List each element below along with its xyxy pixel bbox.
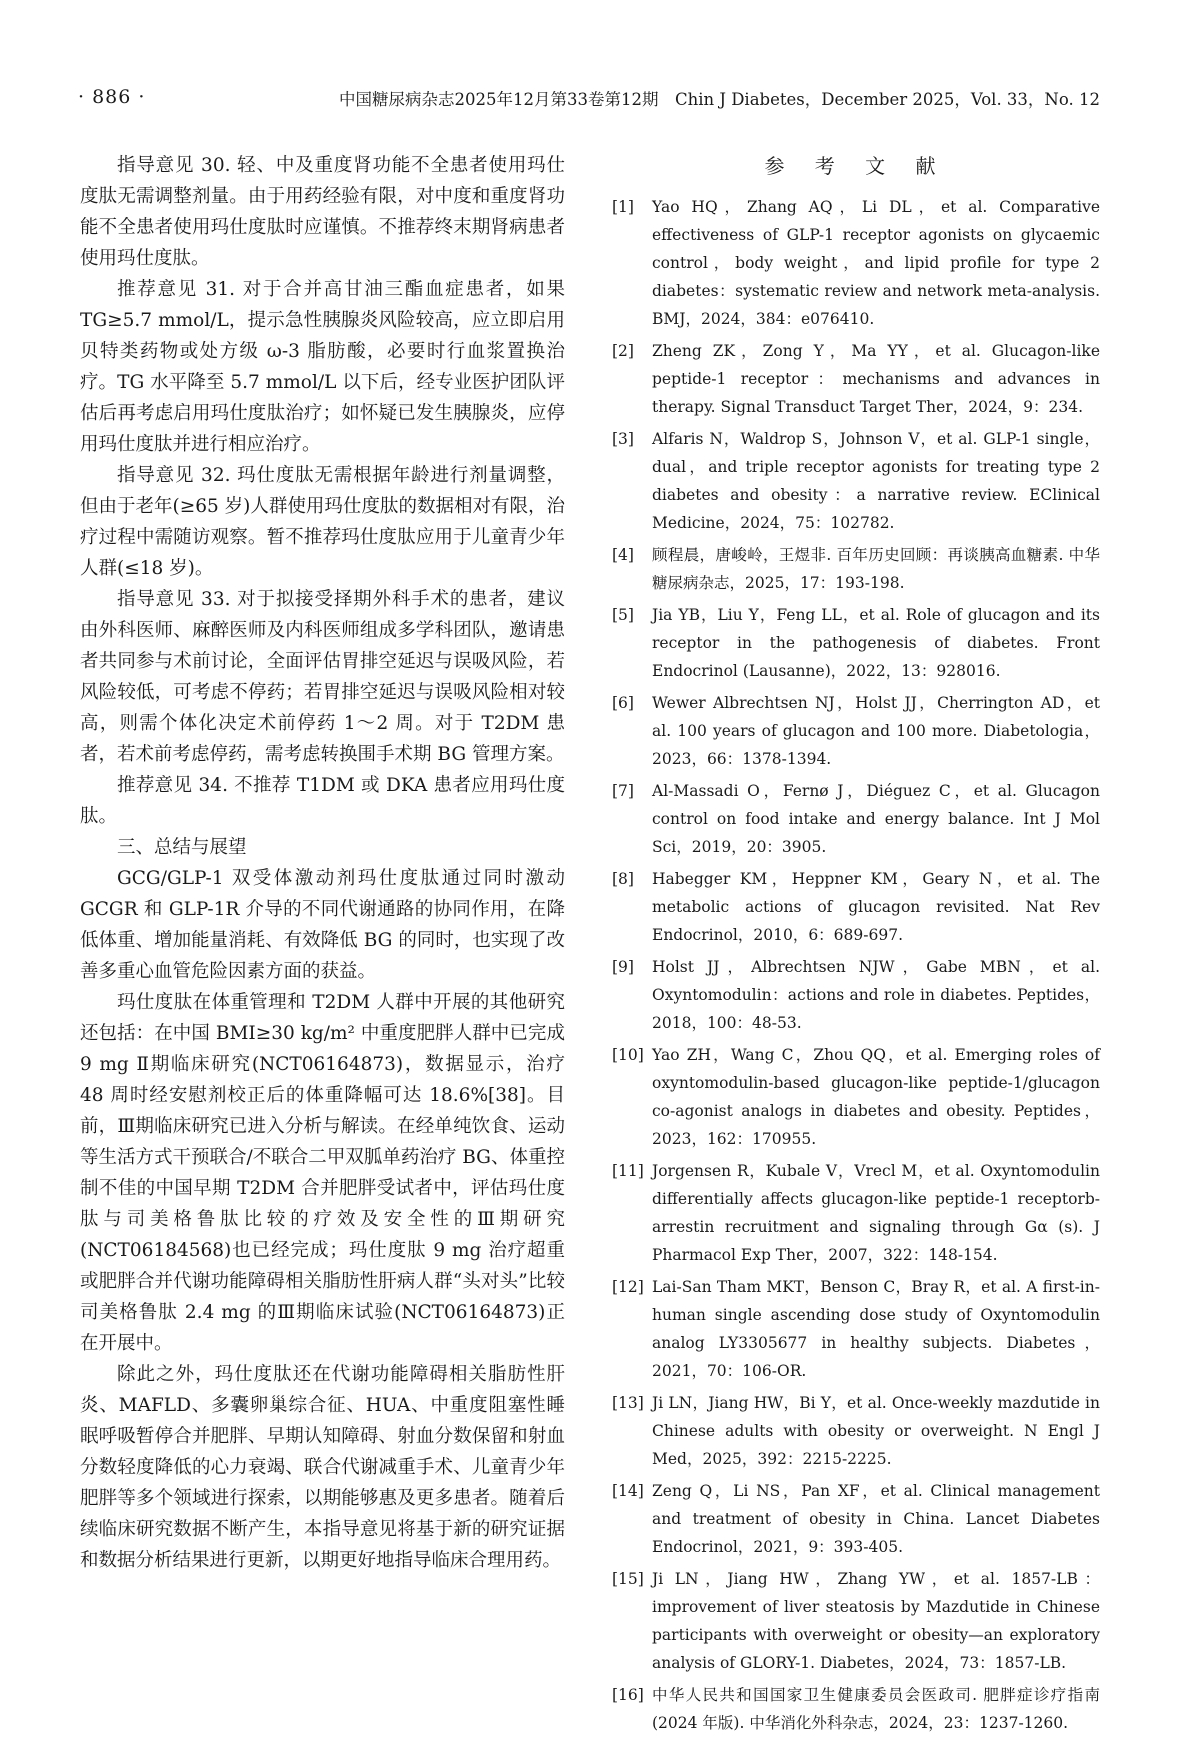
reference-number: [12] <box>612 1278 644 1296</box>
reference-number: [11] <box>612 1162 644 1180</box>
reference-number: [16] <box>612 1686 644 1704</box>
reference-number: [1] <box>612 198 634 216</box>
reference-item <box>612 1273 1100 1385</box>
reference-item <box>612 1477 1100 1561</box>
guidance-33-paragraph: 指导意见 33. 对于拟接受择期外科手术的患者，建议由外科医师、麻醉医师及内科医师组成多学科团队，邀请患者共同参与术前讨论，全面评估胃排空延迟与误吸风险，若风险较低，可考虑不停药；若胃排空延迟与误吸风险相对较高，则需个体化决定术前停药 1～2 周。对于 T2DM 患者，若术前考虑停药，需考虑转换围手术期 BG 管理方案。 <box>80 589 565 765</box>
recommendation-31-paragraph: 推荐意见 31. 对于合并高甘油三酯血症患者，如果TG≥5.7 mmol/L，提示急性胰腺炎风险较高，应立即启用贝特类药物或处方级 ω-3 脂肪酸，必要时行血浆置换治疗。TG 水平降至 5.7 mmol/L 以下后，经专业医护团队评估后再考虑启用玛仕度肽治疗；如怀疑已发生胰腺炎，应停用玛仕度肽并进行相应治疗。 <box>80 279 565 455</box>
reference-item <box>612 193 1100 333</box>
reference-number: [9] <box>612 958 634 976</box>
reference-item <box>612 541 1100 597</box>
reference-text: Zheng ZK，Zong Y，Ma YY，et al. Glucagon-like peptide-1 receptor：mechanisms and advances in therapy. Signal Transduct Target Ther，2024，9：234. <box>652 342 1100 416</box>
reference-item <box>612 1157 1100 1269</box>
reference-text: Alfaris N，Waldrop S，Johnson V，et al. GLP-1 single，dual，and triple receptor agonists for treating type 2 diabetes and obesity：a narrative review. EClinical Medicine，2024，75：102782. <box>652 430 1100 532</box>
reference-text: Ji LN，Jiang HW，Zhang YW，et al. 1857-LB：improvement of liver steatosis by Mazdutide in Chinese participants with overweight or obesity—an exploratory analysis of GLORY-1. Diabetes，2024，73：1857-LB. <box>652 1570 1100 1672</box>
summary-paragraph: 除此之外，玛仕度肽还在代谢功能障碍相关脂肪性肝炎、MAFLD、多囊卵巢综合征、HUA、中重度阻塞性睡眠呼吸暂停合并肥胖、早期认知障碍、射血分数保留和射血分数轻度降低的心力衰竭、联合代谢减重手术、儿童青少年肥胖等多个领域进行探索，以期能够惠及更多患者。随着后续临床研究数据不断产生，本指导意见将基于新的研究证据和数据分析结果进行更新，以期更好地指导临床合理用药。 <box>80 1364 565 1571</box>
reference-text: Jorgensen R，Kubale V，Vrecl M，et al. Oxyntomodulin differentially affects glucagon-like peptide-1 receptorb-arrestin recruitment and signaling through Gα (s). J Pharmacol Exp Ther，2007，322：148-154. <box>652 1162 1100 1264</box>
reference-item <box>612 1041 1100 1153</box>
reference-item <box>612 689 1100 773</box>
reference-item <box>612 601 1100 685</box>
reference-item <box>612 1389 1100 1473</box>
reference-number: [2] <box>612 342 634 360</box>
page-number: · 886 · <box>78 86 146 108</box>
section-heading: 三、总结与展望 <box>117 837 247 858</box>
journal-citation-line: 中国糖尿病杂志2025年12月第33卷第12期 Chin J Diabetes，December 2025，Vol. 33，No. 12 <box>338 90 1100 109</box>
reference-list <box>612 193 1100 1737</box>
page-header <box>70 86 1100 116</box>
reference-number: [14] <box>612 1482 644 1500</box>
reference-number: [8] <box>612 870 634 888</box>
reference-text: Yao ZH，Wang C，Zhou QQ，et al. Emerging roles of oxyntomodulin-based glucagon-like peptide-1/glucagon co-agonist analogs in diabetes and obesity. Peptides，2023，162：170955. <box>652 1046 1100 1148</box>
reference-number: [4] <box>612 546 634 564</box>
reference-item <box>612 777 1100 861</box>
left-column <box>80 150 565 1576</box>
reference-number: [6] <box>612 694 634 712</box>
reference-number: [7] <box>612 782 634 800</box>
recommendation-34-paragraph: 推荐意见 34. 不推荐 T1DM 或 DKA 患者应用玛仕度肽。 <box>80 775 565 827</box>
reference-item <box>612 337 1100 421</box>
reference-number: [15] <box>612 1570 644 1588</box>
reference-number: [5] <box>612 606 634 624</box>
reference-text: Al-Massadi O，Fernø J，Diéguez C，et al. Glucagon control on food intake and energy balance. Int J Mol Sci，2019，20：3905. <box>652 782 1100 856</box>
references-title: 参 考 文 献 <box>764 154 948 178</box>
reference-text: Zeng Q，Li NS，Pan XF，et al. Clinical management and treatment of obesity in China. Lancet Diabetes Endocrinol，2021，9：393-405. <box>652 1482 1100 1556</box>
summary-paragraph: GCG/GLP-1 双受体激动剂玛仕度肽通过同时激动 GCGR 和 GLP-1R 介导的不同代谢通路的协同作用，在降低体重、增加能量消耗、有效降低 BG 的同时，也实现了改善多重心血管危险因素方面的获益。 <box>80 868 565 982</box>
reference-item <box>612 865 1100 949</box>
reference-text: Habegger KM，Heppner KM，Geary N，et al. The metabolic actions of glucagon revisited. Nat Rev Endocrinol，2010，6：689-697. <box>652 870 1100 944</box>
reference-text: 中华人民共和国国家卫生健康委员会医政司. 肥胖症诊疗指南(2024 年版). 中华消化外科杂志，2024，23：1237-1260. <box>652 1686 1100 1732</box>
guidance-30-paragraph: 指导意见 30. 轻、中及重度肾功能不全患者使用玛仕度肽无需调整剂量。由于用药经验有限，对中度和重度肾功能不全患者使用玛仕度肽时应谨慎。不推荐终末期肾病患者使用玛仕度肽。 <box>80 155 565 269</box>
reference-text: Lai-San Tham MKT，Benson C，Bray R，et al. A first-in-human single ascending dose study of Oxyntomodulin analog LY3305677 in healthy subjects. Diabetes，2021，70：106-OR. <box>652 1278 1100 1380</box>
reference-text: Wewer Albrechtsen NJ，Holst JJ，Cherrington AD，et al. 100 years of glucagon and 100 more. Diabetologia，2023，66：1378-1394. <box>652 694 1100 768</box>
summary-paragraph: 玛仕度肽在体重管理和 T2DM 人群中开展的其他研究还包括：在中国 BMI≥30 kg/m² 中重度肥胖人群中已完成 9 mg Ⅱ期临床研究(NCT06164873)，数据显示，治疗 48 周时经安慰剂校正后的体重降幅可达 18.6%[38]。目前，Ⅲ期临床研究已进入分析与解读。在经单纯饮食、运动等生活方式干预联合/不联合二甲双胍单药治疗 BG、体重控制不佳的中国早期 T2DM 合并肥胖受试者中，评估玛仕度肽与司美格鲁肽比较的疗效及安全性的Ⅲ期研究(NCT06184568)也已经完成；玛仕度肽 9 mg 治疗超重或肥胖合并代谢功能障碍相关脂肪性肝病人群“头对头”比较司美格鲁肽 2.4 mg 的Ⅲ期临床试验(NCT06164873)正在开展中。 <box>80 992 565 1354</box>
reference-number: [13] <box>612 1394 644 1412</box>
reference-item <box>612 1565 1100 1677</box>
references-column <box>612 150 1100 1741</box>
reference-number: [10] <box>612 1046 644 1064</box>
reference-item <box>612 425 1100 537</box>
reference-text: 顾程晨，唐峻岭，王煜非. 百年历史回顾：再谈胰高血糖素. 中华糖尿病杂志，2025，17：193-198. <box>652 546 1100 592</box>
reference-item <box>612 1681 1100 1737</box>
reference-text: Yao HQ，Zhang AQ，Li DL，et al. Comparative effectiveness of GLP-1 receptor agonists on glycaemic control，body weight，and lipid profile for type 2 diabetes：systematic review and network meta-analysis. BMJ，2024，384：e076410. <box>652 198 1100 328</box>
reference-number: [3] <box>612 430 634 448</box>
reference-item <box>612 953 1100 1037</box>
reference-text: Ji LN，Jiang HW，Bi Y，et al. Once-weekly mazdutide in Chinese adults with obesity or overweight. N Engl J Med，2025，392：2215-2225. <box>652 1394 1100 1468</box>
reference-text: Holst JJ，Albrechtsen NJW，Gabe MBN，et al. Oxyntomodulin：actions and role in diabetes. Peptides，2018，100：48-53. <box>652 958 1100 1032</box>
guidance-32-paragraph: 指导意见 32. 玛仕度肽无需根据年龄进行剂量调整，但由于老年(≥65 岁)人群使用玛仕度肽的数据相对有限，治疗过程中需随访观察。暂不推荐玛仕度肽应用于儿童青少年人群(≤18 岁)。 <box>80 465 565 579</box>
reference-text: Jia YB，Liu Y，Feng LL，et al. Role of glucagon and its receptor in the pathogenesis of diabetes. Front Endocrinol (Lausanne)，2022，13：928016. <box>652 606 1100 680</box>
